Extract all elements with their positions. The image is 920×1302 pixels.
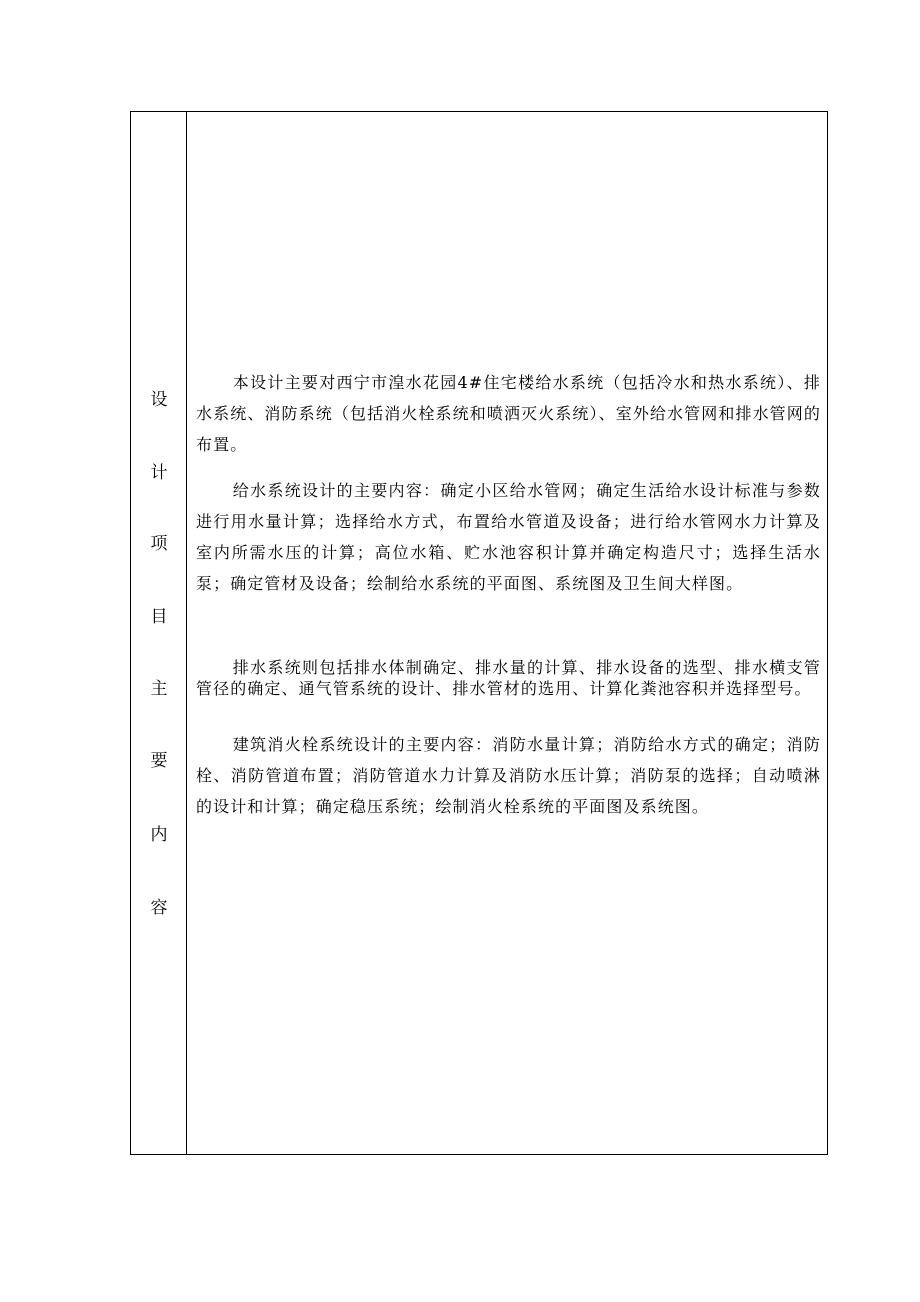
- label-char: 项: [150, 534, 168, 554]
- paragraph-water-supply: 给水系统设计的主要内容：确定小区给水管网；确定生活给水设计标准与参数进行用水量计算；选择给水方式，布置给水管道及设备；进行给水管网水力计算及室内所需水压的计算；高位水箱、贮水池容积计算并确定构造尺寸；选择生活水泵；确定管材及设备；绘制给水系统的平面图、系统图及卫生间大样图。: [196, 481, 821, 593]
- label-column: [131, 112, 187, 1154]
- label-char: 主: [150, 679, 168, 699]
- label-char: 内: [150, 825, 168, 845]
- label-char: 目: [150, 607, 168, 627]
- paragraph-fire-hydrant: 建筑消火栓系统设计的主要内容：消防水量计算；消防给水方式的确定；消防栓、消防管道布置；消防管道水力计算及消防水压计算；消防泵的选择；自动喷淋的设计和计算；确定稳压系统；绘制消火栓系统的平面图及系统图。: [196, 735, 821, 816]
- label-char: 要: [150, 751, 168, 771]
- paragraph-overview: 本设计主要对西宁市湟水花园4#住宅楼给水系统（包括冷水和热水系统）、排水系统、消防系统（包括消火栓系统和喷洒灭火系统）、室外给水管网和排水管网的布置。: [196, 373, 821, 454]
- label-char: 计: [150, 463, 168, 483]
- paragraph-drainage: 排水系统则包括排水体制确定、排水量的计算、排水设备的选型、排水横支管管径的确定、通气管系统的设计、排水管材的选用、计算化粪池容积并选择型号。: [196, 658, 821, 698]
- label-char: 容: [150, 898, 168, 918]
- content-cell: [188, 112, 827, 1154]
- design-content-table: [130, 111, 828, 1155]
- label-char: 设: [150, 390, 168, 410]
